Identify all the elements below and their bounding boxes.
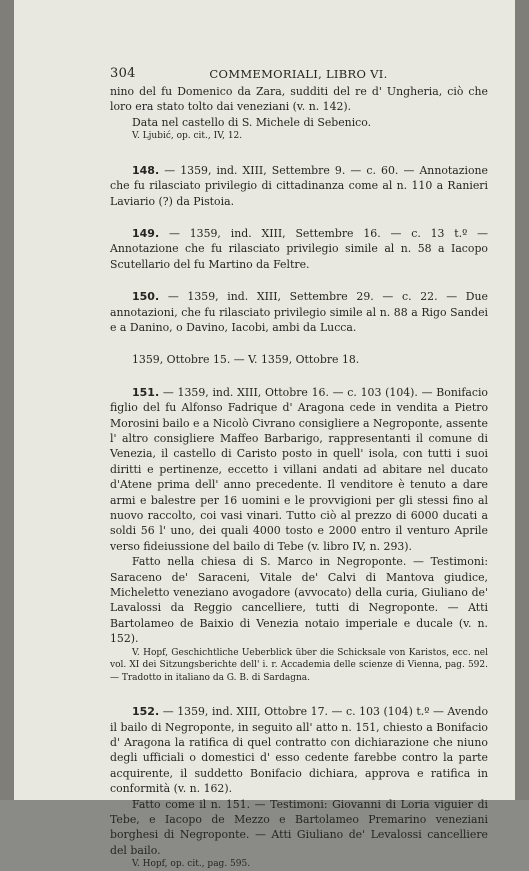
entry-number: 148. bbox=[132, 163, 160, 177]
page-number: 304 bbox=[110, 66, 136, 81]
entry-text: — 1359, ind. XIII, Settembre 29. — c. 22. — Due annotazioni, che fu rilasciato privilegio simile al n. 88 a Rigo Sandei e a Danino, o Davino, Iacobi, ambi da Lucca. bbox=[110, 290, 488, 334]
entry-text: — 1359, ind. XIII, Ottobre 16. — c. 103 (104). — Bonifacio figlio del fu Alfonso Fadrique d' Aragona cede in vendita a Pietro Morosini bailo e a Nicolò Civrano consigliere a Negroponte, assente l' altro consigliere Maffeo Barbarigo, rappresentanti il comune di Venezia, il castello di Caristo posto in quell' isola, con tutti i suoi diritti e pertinenze, eccetto i villani andati ad abitare nel ducato d'Atene prima dell' anno precedente. Il venditore è tenuto a dare armi e balestre per 16 uomini e le provvigioni per gli stessi fino al nuovo raccolto, coi vasi vinari. Tutto ciò al prezzo di 6000 ducati a soldi 56 l' uno, dei quali 4000 tosto e 2000 entro il venturo Aprile verso fideiussione del bailo di Tebe (v. libro IV, n. 293). bbox=[110, 385, 488, 553]
entry-number: 149. bbox=[132, 226, 160, 240]
entry-number: 150. bbox=[132, 290, 160, 304]
entry-149 bbox=[110, 226, 488, 272]
scan-edge-left bbox=[0, 0, 14, 800]
entry-152 bbox=[110, 704, 488, 796]
entry-151-witnesses: Fatto nella chiesa di S. Marco in Negroponte. — Testimoni: Saraceno de' Saraceni, Vitale de' Calvi di Mantova giudice, Micheletto veneziano avogadore (avvocato) della curia, Giuliano de' Lavalossi da Reggio cancelliere, tutti di Negroponte. — Atti Bartolameo de Baixio di Venezia notaio imperiale e ducale (v. n. 152). bbox=[110, 555, 488, 646]
entry-text: — 1359, ind. XIII, Settembre 9. — c. 60. — Annotazione che fu rilasciato privilegio di cittadinanza come al n. 110 a Ranieri Laviario (?) da Pistoia. bbox=[110, 163, 488, 208]
entry-150 bbox=[110, 289, 488, 335]
continuation-place: Data nel castello di S. Michele di Sebenico. bbox=[132, 115, 372, 129]
entry-text: — 1359, ind. XIII, Ottobre 17. — c. 103 (104) t.º — Avendo il bailo di Negroponte, in seguito all' atto n. 151, chiesto a Bonifacio d' Aragona la ratifica di quel contratto con dichiarazione che niuno degli ufficiali o domestici d' esso cedente farebbe contro la parte acquirente, il suddetto Bonifacio dichiara, approva e ratifica in conformità (v. n. 162). bbox=[110, 705, 488, 796]
continuation-text: nino del fu Domenico da Zara, sudditi del re d' Ungheria, ciò che loro era stato tolto dai veneziani (v. n. 142). bbox=[110, 85, 488, 114]
entry-number: 151. bbox=[132, 385, 160, 399]
entry-text: — 1359, ind. XIII, Settembre 16. — c. 13 t.º — Annotazione che fu rilasciato privilegio simile al n. 58 a Iacopo Scutellario del fu Martino da Feltre. bbox=[110, 226, 488, 271]
entry-151 bbox=[110, 385, 488, 554]
date-reference: 1359, Ottobre 15. — V. 1359, Ottobre 18. bbox=[132, 353, 360, 367]
entry-148 bbox=[110, 163, 488, 209]
entry-number: 152. bbox=[132, 705, 160, 719]
page-body bbox=[110, 84, 488, 871]
entry-152-witnesses: Fatto come il n. 151. — Testimoni: Giovanni di Loria viguier di Tebe, e Iacopo de Mezzo e Bartolameo Premarino veneziani borghesi di Negroponte. — Atti Giuliano de' Levalossi cancelliere del bailo. bbox=[110, 797, 488, 857]
entry-151-note: V. Hopf, Geschichtliche Ueberblick über die Schicksale von Karistos, ecc. nel vol. XI dei Sitzungsberichte dell' i. r. Accademia delle scienze di Vienna, pag. 592. — Tradotto in italiano da G. B. di Sardagna. bbox=[110, 647, 488, 683]
entry-152-note: V. Hopf, op. cit., pag. 595. bbox=[132, 859, 251, 870]
continuation-note: V. Ljubić, op. cit., IV, 12. bbox=[132, 131, 243, 142]
running-title: COMMEMORIALI, LIBRO VI. bbox=[209, 67, 388, 81]
scan-edge-right bbox=[515, 0, 529, 800]
